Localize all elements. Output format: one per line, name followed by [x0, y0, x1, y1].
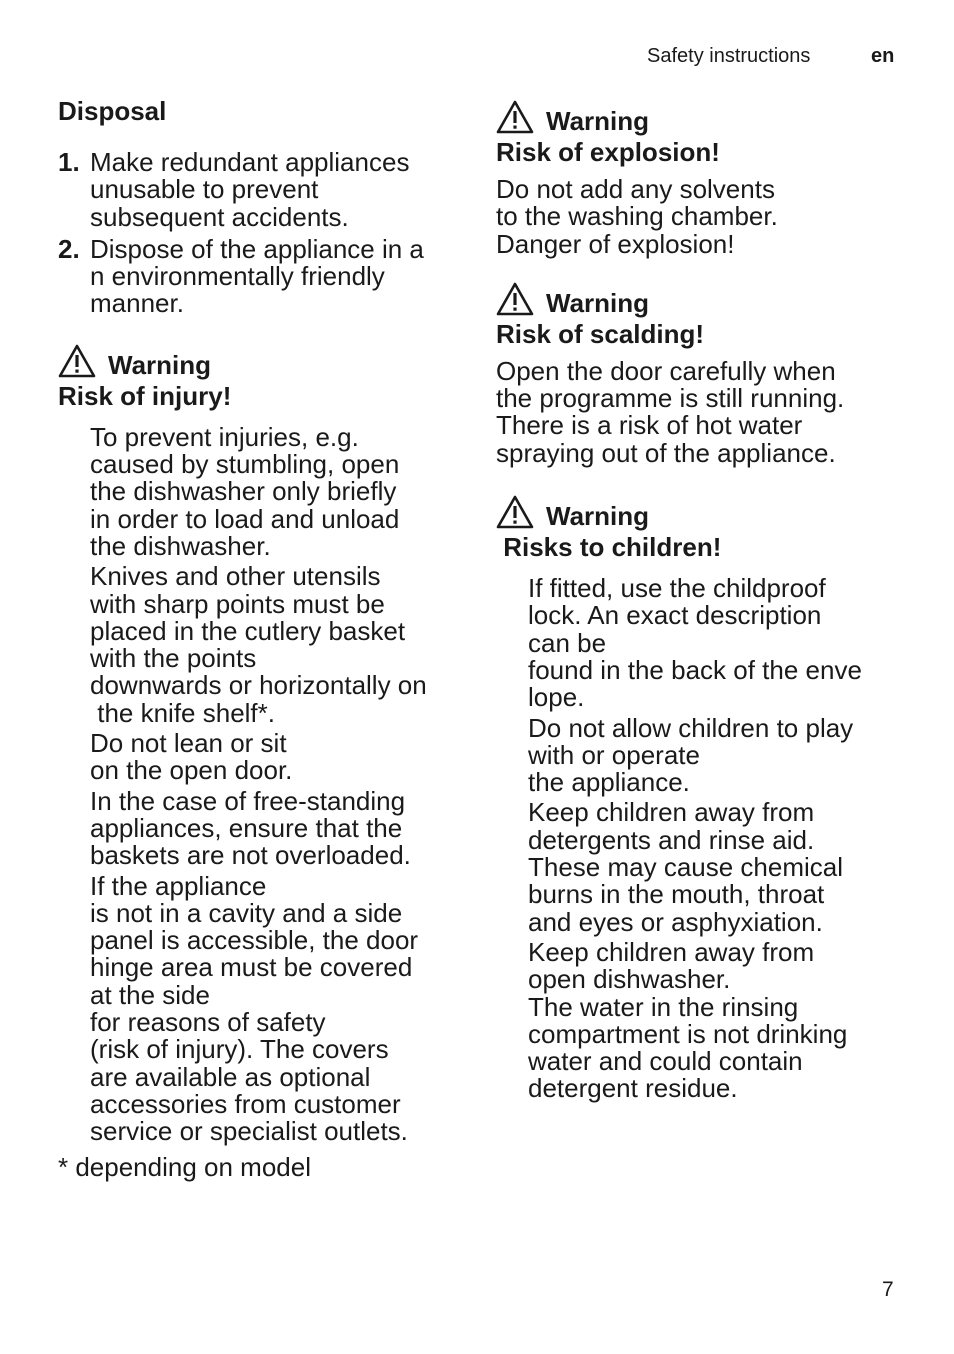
warning-label: Warning	[546, 287, 650, 318]
text-line: is not in a cavity and a side	[90, 897, 403, 928]
warning-triangle-icon	[58, 344, 96, 378]
step-text: Make redundant appliances	[90, 147, 410, 177]
step-number: 1.	[58, 147, 80, 177]
warning-block-scalding	[496, 282, 916, 467]
text-line: There is a risk of hot water	[496, 410, 803, 441]
text-line: If the appliance	[90, 870, 267, 901]
warning-heading	[496, 495, 916, 532]
step-text: subsequent accidents.	[90, 201, 349, 232]
text-line: panel is accessible, the door	[90, 925, 419, 956]
text-line: found in the back of the enve	[528, 654, 862, 685]
text-line: caused by stumbling, open	[90, 449, 400, 480]
footnote: * depending on model	[58, 1151, 311, 1182]
text-line: These may cause chemical	[528, 852, 844, 883]
paragraph	[90, 421, 478, 561]
list-item	[58, 233, 478, 319]
text-line: In the case of free-standing	[90, 785, 406, 816]
warning-triangle-icon	[496, 100, 534, 134]
disposal-heading: Disposal	[58, 96, 167, 126]
injury-paragraphs	[58, 421, 478, 1147]
step-text: Dispose of the appliance in a	[90, 233, 424, 264]
risk-title: Risk of explosion!	[496, 137, 720, 167]
text-line: with the points	[90, 643, 257, 674]
risk-title: Risk of injury!	[58, 380, 232, 411]
step-text: manner.	[90, 288, 184, 319]
warning-block-children	[496, 495, 916, 1103]
risk-title: Risks to children!	[496, 532, 722, 563]
text-line: to the washing chamber.	[496, 201, 778, 232]
paragraph	[496, 355, 916, 468]
text-line: service or specialist outlets.	[90, 1116, 408, 1147]
step-text: n environmentally friendly	[90, 261, 385, 292]
text-line: with sharp points must be	[90, 588, 385, 619]
text-line: downwards or horizontally on	[90, 670, 427, 701]
text-line: If fitted, use the childproof	[528, 573, 826, 604]
text-line: Keep children away from	[528, 797, 815, 828]
text-line: the dishwasher.	[90, 530, 271, 561]
paragraph	[496, 176, 916, 258]
paragraph	[528, 799, 916, 935]
warning-heading	[58, 344, 478, 378]
paragraph	[528, 936, 916, 1104]
children-paragraphs	[496, 575, 916, 1103]
step-text: unusable to prevent	[90, 174, 319, 205]
page-number: 7	[882, 1278, 894, 1301]
step-number: 2.	[58, 233, 80, 264]
text-line: can be	[528, 627, 607, 658]
text-line: in order to load and unload	[90, 503, 400, 534]
text-line: and eyes or asphyxiation.	[528, 906, 823, 937]
text-line: placed in the cutlery basket	[90, 615, 406, 646]
text-line: Do not allow children to play	[528, 712, 854, 743]
text-line: Open the door carefully when	[496, 355, 836, 386]
warning-triangle-icon	[496, 495, 534, 529]
text-line: Keep children away from	[528, 936, 815, 967]
paragraph	[90, 785, 478, 871]
text-line: burns in the mouth, throat	[528, 879, 825, 910]
disposal-steps	[58, 149, 478, 318]
text-line: open dishwasher.	[528, 964, 731, 995]
text-line: appliances, ensure that the	[90, 812, 403, 843]
text-line: on the open door.	[90, 755, 293, 786]
text-line: with or operate	[528, 739, 700, 770]
text-line: To prevent injuries, e.g.	[90, 421, 359, 452]
warning-label: Warning	[546, 106, 650, 136]
text-line: the dishwasher only briefly	[90, 476, 397, 507]
paragraph	[528, 712, 916, 798]
text-line: are available as optional	[90, 1061, 371, 1092]
header-title: Safety instructions	[647, 45, 811, 67]
list-item	[58, 149, 478, 231]
text-line: lope.	[528, 682, 585, 713]
text-line: the knife shelf*.	[90, 697, 275, 728]
text-line: Knives and other utensils	[90, 561, 381, 592]
left-column	[58, 95, 478, 1181]
text-line: detergent residue.	[528, 1073, 738, 1104]
warning-triangle-icon	[496, 282, 534, 316]
paragraph	[90, 730, 478, 785]
text-line: lock. An exact description	[528, 600, 822, 631]
paragraph	[90, 870, 478, 1147]
text-line: accessories from customer	[90, 1088, 401, 1119]
text-line: for reasons of safety	[90, 1007, 326, 1038]
text-line: The water in the rinsing	[528, 991, 799, 1022]
risk-title: Risk of scalding!	[496, 318, 705, 349]
paragraph	[90, 563, 478, 727]
text-line: Danger of explosion!	[496, 228, 735, 259]
text-line: detergents and rinse aid.	[528, 824, 815, 855]
text-line: water and could contain	[528, 1046, 803, 1077]
warning-label: Warning	[108, 349, 212, 380]
text-line: baskets are not overloaded.	[90, 840, 411, 871]
text-line: Do not add any solvents	[496, 174, 775, 204]
paragraph	[528, 575, 916, 711]
text-line: hinge area must be covered	[90, 952, 413, 983]
text-line: spraying out of the appliance.	[496, 437, 836, 468]
text-line: the programme is still running.	[496, 383, 845, 414]
warning-heading	[496, 282, 916, 316]
text-line: compartment is not drinking	[528, 1018, 848, 1049]
warning-label: Warning	[546, 501, 650, 532]
warning-block-explosion	[496, 100, 916, 258]
header-language: en	[871, 45, 895, 67]
text-line: at the side	[90, 979, 210, 1010]
text-line: Do not lean or sit	[90, 728, 287, 759]
warning-heading	[496, 100, 916, 134]
text-line: the appliance.	[528, 767, 690, 798]
right-column	[496, 100, 916, 1106]
text-line: (risk of injury). The covers	[90, 1034, 389, 1065]
